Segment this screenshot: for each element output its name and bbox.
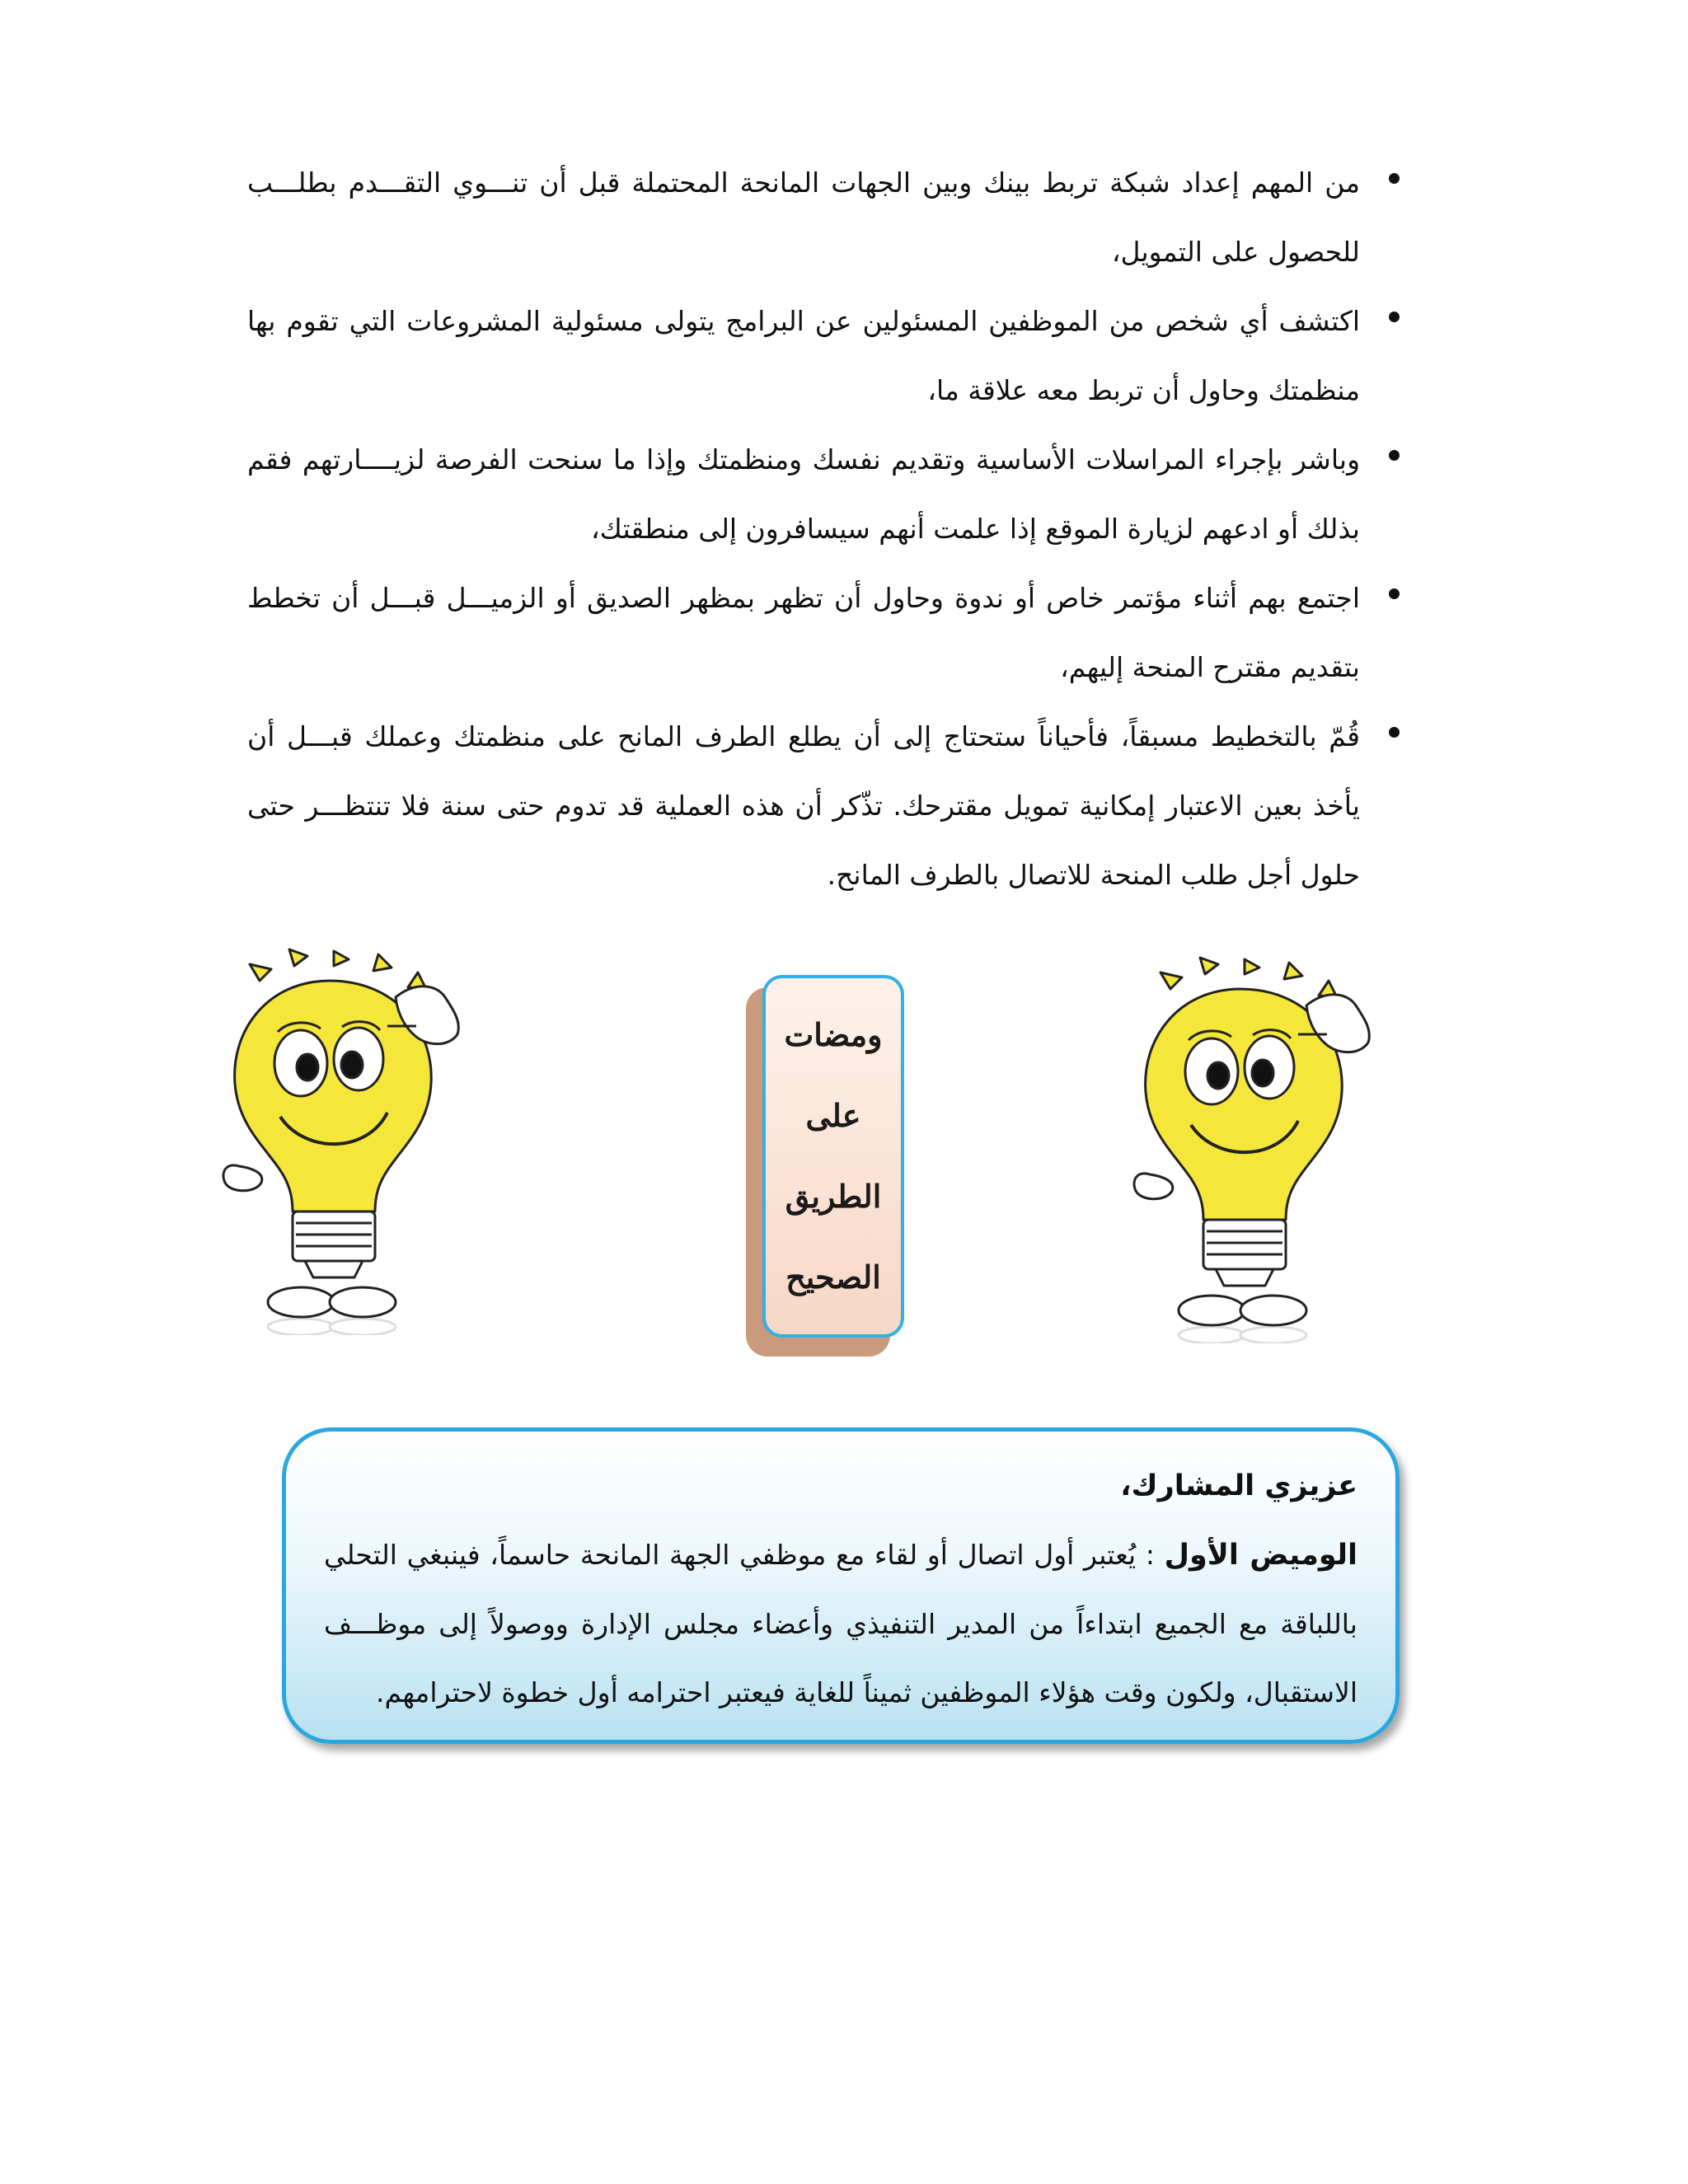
- note-body: [324, 1521, 1357, 1727]
- lightbulb-character-icon: [210, 948, 507, 1335]
- badge-line: على: [805, 1097, 861, 1134]
- bullet-dot: [1389, 450, 1400, 461]
- bullet-text: وباشر بإجراء المراسلات الأساسية وتقديم نفسك ومنظمتك وإذا ما سنحت الفرصة لزيــــارتهم فقم بذلك أو ادعهم لزيارة الموقع إذا علمت أنهم سيسافرون إلى منطقتك،: [247, 443, 1360, 545]
- bullet-item: [247, 287, 1360, 425]
- bullet-list: [247, 148, 1360, 910]
- note-box: [282, 1427, 1400, 1744]
- bullet-dot: [1389, 173, 1400, 184]
- bullet-dot: [1389, 312, 1400, 322]
- bullet-item: [247, 425, 1360, 564]
- bullet-dot: [1389, 588, 1400, 599]
- lightbulb-character-icon: [1121, 956, 1418, 1343]
- bullet-dot: [1389, 727, 1400, 738]
- title-badge: [762, 975, 904, 1338]
- badge-line: الصحيح: [785, 1258, 881, 1296]
- badge-line: الطريق: [785, 1178, 882, 1215]
- badge-line: ومضات: [784, 1016, 883, 1053]
- bullet-item: [247, 564, 1360, 702]
- bullet-text: اجتمع بهم أثناء مؤتمر خاص أو ندوة وحاول أن تظهر بمظهر الصديق أو الزميـــل قبـــل أن تخطط بتقديم مقترح المنحة إليهم،: [247, 582, 1360, 683]
- bullet-text: قُمّ بالتخطيط مسبقاً، فأحياناً ستحتاج إلى أن يطلع الطرف المانح على منظمتك وعملك قبـــل أن يأخذ بعين الاعتبار إمكانية تمويل مقترحك. تذّكر أن هذه العملية قد تدوم حتى سنة فلا تنتظـــر حتى حلول أجل طلب المنحة للاتصال بالطرف المانح.: [247, 720, 1360, 891]
- bullet-item: [247, 148, 1360, 287]
- note-lead: الوميض الأول: [1164, 1539, 1357, 1572]
- note-greeting: عزيزي المشارك،: [1120, 1469, 1357, 1502]
- bullet-item: [247, 702, 1360, 910]
- bullet-text: من المهم إعداد شبكة تربط بينك وبين الجهات المانحة المحتملة قبل أن تنـــوي التقـــدم بطلـــب للحصول على التمويل،: [247, 166, 1360, 268]
- bullet-text: اكتشف أي شخص من الموظفين المسئولين عن البرامج يتولى مسئولية المشروعات التي تقوم بها منظمتك وحاول أن تربط معه علاقة ما،: [247, 305, 1360, 406]
- note-text: : يُعتبر أول اتصال أو لقاء مع موظفي الجهة المانحة حاسماً، فينبغي التحلي باللباقة مع الجميع ابتداءاً من المدير التنفيذي وأعضاء مجلس الإدارة ووصولاً إلى موظـــف الاستقبال، ولكون وقت هؤلاء الموظفين ثميناً للغاية فيعتبر احترامه أول خطوة لاحترامهم.: [324, 1539, 1357, 1708]
